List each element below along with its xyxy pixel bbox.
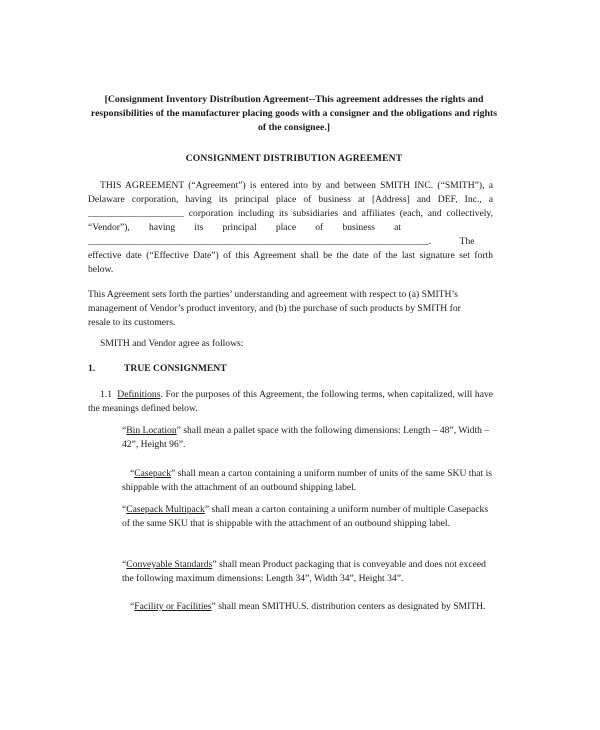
intro-line-5: _______________________________________________________________________. The xyxy=(88,236,475,247)
scope-paragraph: This Agreement sets forth the parties’ understanding and agreement with respect to (a) SMITH’s management of Vendor’s product inventory, and (b) the purchase of such products by SMITH for resale to its customers. xyxy=(88,289,461,328)
definition-text: ” shall mean a pallet space with the following dimensions: Length – 48”, Width – 42”, Height 96”. xyxy=(122,425,490,450)
definition-term: Facility or Facilities xyxy=(134,601,212,612)
definition-text: ” shall mean SMITHU.S. distribution centers as designated by SMITH. xyxy=(211,601,486,612)
intro-line-3: ____________________ corporation including its subsidiaries and affiliates (each, and collectively, xyxy=(88,208,493,219)
intro-line-6: effective date (“Effective Date”) of this Agreement shall be the date of the last signature set forth xyxy=(88,250,493,261)
definition-term: Conveyable Standards xyxy=(126,559,213,570)
intro-line-4: “Vendor”), having its principal place of business at xyxy=(88,222,402,233)
subsection-text: . For the purposes of this Agreement, the following terms, when capitalized, will have the meanings defined below. xyxy=(88,389,494,414)
definitions-intro xyxy=(88,388,493,416)
definition-text: ” shall mean a carton containing a uniform number of units of the same SKU that is shippable with the attachment of an outbound shipping label. xyxy=(122,468,492,493)
agreement-note: [Consignment Inventory Distribution Agreement--This agreement addresses the rights and responsibilities of the manufacturer placing goods with a consigner and the obligations and rights of the consignee.] xyxy=(90,94,498,133)
section-1-number: 1. xyxy=(88,363,96,374)
subsection-title: Definitions xyxy=(117,389,161,400)
definition-text: ” shall mean Product packaging that is conveyable and does not exceed the following maximum dimensions: Length 34”, Width 34”, Height 34”. xyxy=(122,559,486,584)
subsection-number: 1.1 xyxy=(100,389,112,400)
definition-facilities: “Facility or Facilities” shall mean SMITHU.S. distribution centers as designated by SMITH. xyxy=(130,601,486,612)
definition-casepack-multipack: “Casepack Multipack” shall mean a carton containing a uniform number of multiple Casepacks of the same SKU that is shippable with the attachment of an outbound shipping label. xyxy=(122,504,489,529)
intro-line-1: THIS AGREEMENT (“Agreement”) is entered into by and between SMITH INC. (“SMITH”), a xyxy=(100,180,493,191)
agree-paragraph: SMITH and Vendor agree as follows: xyxy=(100,338,244,349)
definition-conveyable-standards: “Conveyable Standards” shall mean Product packaging that is conveyable and does not exceed the following maximum dimensions: Length 34”, Width 34”, Height 34”. xyxy=(122,559,486,584)
definition-text: ” shall mean a carton containing a uniform number of multiple Casepacks of the same SKU that is shippable with the attachment of an outbound shipping label. xyxy=(122,504,489,529)
definition-casepack: “Casepack” shall mean a carton containing a uniform number of units of the same SKU that is shippable with the attachment of an outbound shipping label. xyxy=(122,468,492,493)
section-1-heading xyxy=(88,362,388,376)
definition-term: Bin Location xyxy=(126,425,177,436)
definition-bin-location: “Bin Location” shall mean a pallet space with the following dimensions: Length – 48”, Width – 42”, Height 96”. xyxy=(122,425,490,450)
definition-term: Casepack Multipack xyxy=(126,504,205,515)
document-title: CONSIGNMENT DISTRIBUTION AGREEMENT xyxy=(185,153,403,164)
intro-line-2: Delaware corporation, having its principal place of business at [Address] and DEF, Inc., a xyxy=(88,194,493,205)
definition-term: Casepack xyxy=(134,468,172,479)
section-1-title: TRUE CONSIGNMENT xyxy=(124,363,227,374)
intro-line-7: below. xyxy=(88,264,114,275)
